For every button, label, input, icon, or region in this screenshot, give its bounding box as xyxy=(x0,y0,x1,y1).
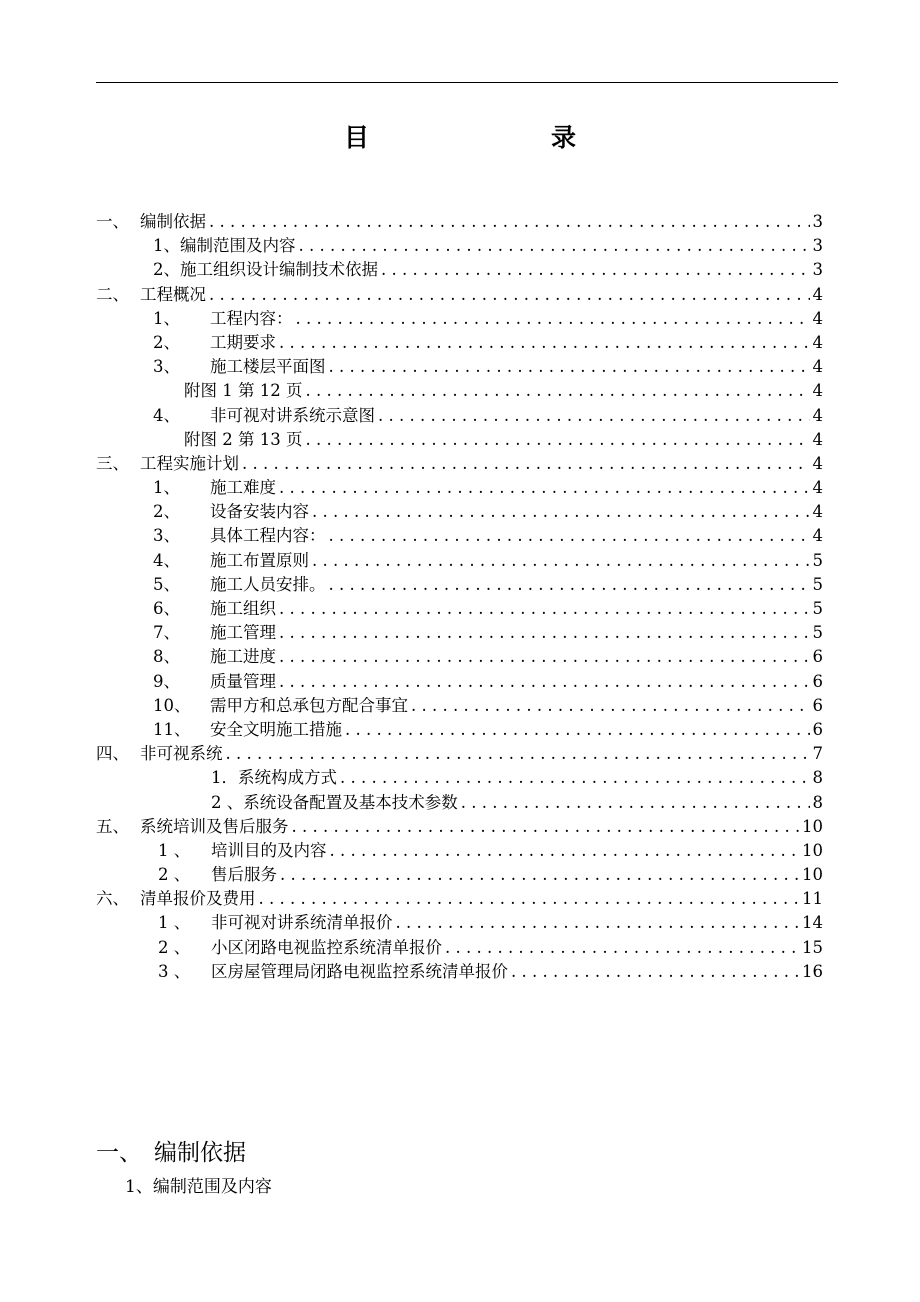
toc-leader-dots xyxy=(345,720,810,740)
toc-entry-number: 二、 xyxy=(96,284,129,304)
toc-entry-label: 工程概况 xyxy=(140,284,206,304)
toc-entry[interactable] xyxy=(96,281,823,305)
toc-leader-dots xyxy=(411,696,810,716)
toc-entry[interactable] xyxy=(96,643,823,667)
toc-leader-dots xyxy=(511,962,799,982)
toc-entry-page: 10 xyxy=(802,840,823,860)
toc-entry-page: 5 xyxy=(812,550,823,570)
toc-entry-number: 7、 xyxy=(153,623,180,643)
toc-entry-number: 10、 xyxy=(153,695,191,715)
toc-entry-label: 编制依据 xyxy=(140,212,206,231)
toc-entry[interactable] xyxy=(96,547,823,571)
toc-entry-number: 1、 xyxy=(153,478,180,498)
toc-entry[interactable] xyxy=(96,837,823,861)
toc-entry-number: 3、 xyxy=(153,526,180,546)
toc-entry-page: 16 xyxy=(802,961,823,981)
toc-leader-dots xyxy=(329,575,810,595)
toc-entry-page: 4 xyxy=(812,478,823,498)
toc-entry[interactable] xyxy=(96,958,823,982)
toc-entry-page: 14 xyxy=(802,913,823,933)
toc-leader-dots xyxy=(378,406,810,426)
toc-leader-dots xyxy=(305,430,809,450)
toc-entry-page: 4 xyxy=(812,453,823,473)
toc-entry-number: 一、 xyxy=(96,212,129,231)
toc-entry[interactable] xyxy=(96,256,823,280)
toc-leader-dots xyxy=(299,236,810,256)
toc-entry[interactable] xyxy=(96,474,823,498)
toc-entry-label: 附图 1 第 12 页 xyxy=(184,381,303,401)
toc-leader-dots xyxy=(330,841,800,861)
toc-entry-label: 施工组织 xyxy=(210,599,276,618)
toc-entry-number: 11、 xyxy=(153,719,191,739)
toc-entry-number: 四、 xyxy=(96,744,129,764)
toc-entry[interactable] xyxy=(96,232,823,256)
toc-entry-label: 非可视对讲系统示意图 xyxy=(210,405,375,425)
toc-entry[interactable] xyxy=(96,305,823,329)
toc-leader-dots xyxy=(312,551,810,571)
toc-entry[interactable] xyxy=(96,789,823,813)
toc-entry[interactable] xyxy=(96,668,823,692)
toc-entry[interactable] xyxy=(96,208,823,232)
toc-entry[interactable] xyxy=(96,498,823,522)
toc-entry-page: 4 xyxy=(812,526,823,546)
toc-entry[interactable] xyxy=(96,861,823,885)
toc-entry-number: 2 、 xyxy=(158,865,191,885)
toc-entry-label: 区房屋管理局闭路电视监控系统清单报价 xyxy=(211,961,508,981)
toc-leader-dots xyxy=(279,623,810,643)
toc-leader-dots xyxy=(292,817,800,837)
toc-entry-label: 1．系统构成方式 xyxy=(211,768,337,788)
toc-entry-number: 5、 xyxy=(153,574,180,594)
toc-entry-page: 15 xyxy=(802,937,823,957)
toc-entry-label: 非可视对讲系统清单报价 xyxy=(211,913,393,933)
toc-entry-label: 施工人员安排。 xyxy=(210,574,326,594)
toc-entry-number: 1 、 xyxy=(158,840,191,860)
toc-entry-label: 小区闭路电视监控系统清单报价 xyxy=(211,937,442,957)
toc-entry-label: 售后服务 xyxy=(211,865,277,885)
toc-entry-label: 2 、系统设备配置及基本技术参数 xyxy=(211,792,458,812)
toc-title: 目 录 xyxy=(343,123,620,152)
toc-entry-label: 安全文明施工措施 xyxy=(210,719,342,739)
header-rule xyxy=(96,82,838,83)
toc-entry-label: 施工难度 xyxy=(210,478,276,498)
toc-entry-label: 施工进度 xyxy=(210,647,276,667)
toc-entry[interactable] xyxy=(96,934,823,958)
toc-entry-label: 清单报价及费用 xyxy=(140,889,256,909)
toc-entry-page: 6 xyxy=(812,647,823,667)
toc-entry-number: 4、 xyxy=(153,405,180,425)
toc-entry[interactable] xyxy=(96,353,823,377)
toc-entry[interactable] xyxy=(96,571,823,595)
toc-leader-dots xyxy=(396,913,800,933)
toc-entry-number: 2、 xyxy=(153,502,180,522)
toc-entry-label: 系统培训及售后服务 xyxy=(140,816,289,836)
toc-entry-label: 设备安装内容 xyxy=(210,502,309,522)
toc-leader-dots xyxy=(226,744,810,764)
toc-leader-dots xyxy=(209,285,810,305)
toc-entry[interactable] xyxy=(96,692,823,716)
toc-entry[interactable] xyxy=(96,619,823,643)
section-heading-text: 编制依据 xyxy=(154,1140,246,1166)
toc-entry[interactable] xyxy=(96,329,823,353)
toc-entry-page: 4 xyxy=(812,502,823,522)
toc-entry[interactable] xyxy=(96,716,823,740)
toc-entry-page: 8 xyxy=(812,768,823,788)
toc-entry-page: 4 xyxy=(812,381,823,401)
table-of-contents xyxy=(96,208,823,982)
toc-leader-dots xyxy=(259,889,800,909)
subsection-heading: 1、编制范围及内容 xyxy=(125,1177,272,1197)
toc-entry-label: 需甲方和总承包方配合事宜 xyxy=(210,695,408,715)
toc-entry-label: 非可视系统 xyxy=(140,744,223,764)
toc-entry-page: 3 xyxy=(812,212,823,231)
toc-entry-number: 1 、 xyxy=(158,913,191,933)
toc-leader-dots xyxy=(279,672,810,692)
toc-entry-label: 1、编制范围及内容 xyxy=(153,236,296,256)
toc-entry-page: 10 xyxy=(802,816,823,836)
toc-leader-dots xyxy=(279,599,810,619)
toc-entry-page: 6 xyxy=(812,671,823,691)
toc-entry-page: 4 xyxy=(812,308,823,328)
toc-entry-page: 3 xyxy=(812,260,823,280)
section-heading-number: 一、 xyxy=(96,1140,142,1166)
toc-entry-page: 4 xyxy=(812,429,823,449)
toc-entry-page: 11 xyxy=(802,889,823,909)
toc-entry-page: 7 xyxy=(812,744,823,764)
toc-entry-page: 4 xyxy=(812,357,823,377)
toc-entry-label: 质量管理 xyxy=(210,671,276,691)
toc-entry-label: 2、施工组织设计编制技术依据 xyxy=(153,260,378,280)
toc-entry-number: 1、 xyxy=(153,308,180,328)
toc-leader-dots xyxy=(279,647,810,667)
toc-entry-label: 工程实施计划 xyxy=(140,453,239,473)
toc-entry-label: 施工楼层平面图 xyxy=(210,357,326,377)
toc-entry-number: 8、 xyxy=(153,647,180,667)
toc-leader-dots xyxy=(279,478,810,498)
toc-entry[interactable] xyxy=(96,402,823,426)
toc-entry-page: 4 xyxy=(812,332,823,352)
toc-entry-page: 6 xyxy=(812,719,823,739)
toc-entry[interactable] xyxy=(96,740,823,764)
toc-entry-label: 工期要求 xyxy=(210,332,276,352)
toc-entry-number: 4、 xyxy=(153,550,180,570)
toc-entry[interactable] xyxy=(96,885,823,909)
toc-entry-label: 附图 2 第 13 页 xyxy=(184,429,303,449)
toc-entry-number: 2、 xyxy=(153,332,180,352)
toc-entry-page: 10 xyxy=(802,865,823,885)
toc-entry-label: 培训目的及内容 xyxy=(211,840,327,860)
toc-leader-dots xyxy=(296,309,810,329)
toc-entry-page: 5 xyxy=(812,599,823,618)
toc-entry-number: 3 、 xyxy=(158,961,191,981)
toc-leader-dots xyxy=(340,768,810,788)
toc-leader-dots xyxy=(280,865,799,885)
section-heading xyxy=(96,1134,246,1167)
toc-entry-number: 3、 xyxy=(153,357,180,377)
toc-entry-number: 六、 xyxy=(96,889,129,909)
toc-entry-label: 工程内容： xyxy=(210,308,293,328)
toc-leader-dots xyxy=(305,381,809,401)
toc-leader-dots xyxy=(279,333,810,353)
toc-leader-dots xyxy=(445,938,799,958)
toc-entry[interactable] xyxy=(96,764,823,788)
toc-entry[interactable] xyxy=(96,909,823,933)
toc-entry-number: 五、 xyxy=(96,816,129,836)
toc-entry[interactable] xyxy=(96,450,823,474)
toc-entry-page: 4 xyxy=(812,284,823,304)
toc-entry[interactable] xyxy=(96,522,823,546)
toc-entry[interactable] xyxy=(96,813,823,837)
toc-entry-label: 施工布置原则 xyxy=(210,550,309,570)
toc-leader-dots xyxy=(209,212,810,232)
toc-entry-label: 施工管理 xyxy=(210,623,276,643)
toc-leader-dots xyxy=(242,454,810,474)
toc-entry-number: 6、 xyxy=(153,599,180,618)
toc-entry-page: 8 xyxy=(812,792,823,812)
toc-entry[interactable] xyxy=(96,377,823,401)
toc-entry-page: 3 xyxy=(812,236,823,256)
toc-leader-dots xyxy=(329,526,810,546)
toc-entry-page: 6 xyxy=(812,695,823,715)
toc-entry[interactable] xyxy=(96,426,823,450)
toc-entry-page: 5 xyxy=(812,623,823,643)
toc-leader-dots xyxy=(312,502,810,522)
toc-entry-label: 具体工程内容： xyxy=(210,526,326,546)
toc-entry-page: 5 xyxy=(812,574,823,594)
toc-entry-number: 三、 xyxy=(96,453,129,473)
toc-entry-number: 2 、 xyxy=(158,937,191,957)
toc-entry-number: 9、 xyxy=(153,671,180,691)
toc-entry[interactable] xyxy=(96,595,823,619)
toc-leader-dots xyxy=(329,357,810,377)
toc-leader-dots xyxy=(461,793,810,813)
toc-leader-dots xyxy=(381,260,810,280)
toc-entry-page: 4 xyxy=(812,405,823,425)
